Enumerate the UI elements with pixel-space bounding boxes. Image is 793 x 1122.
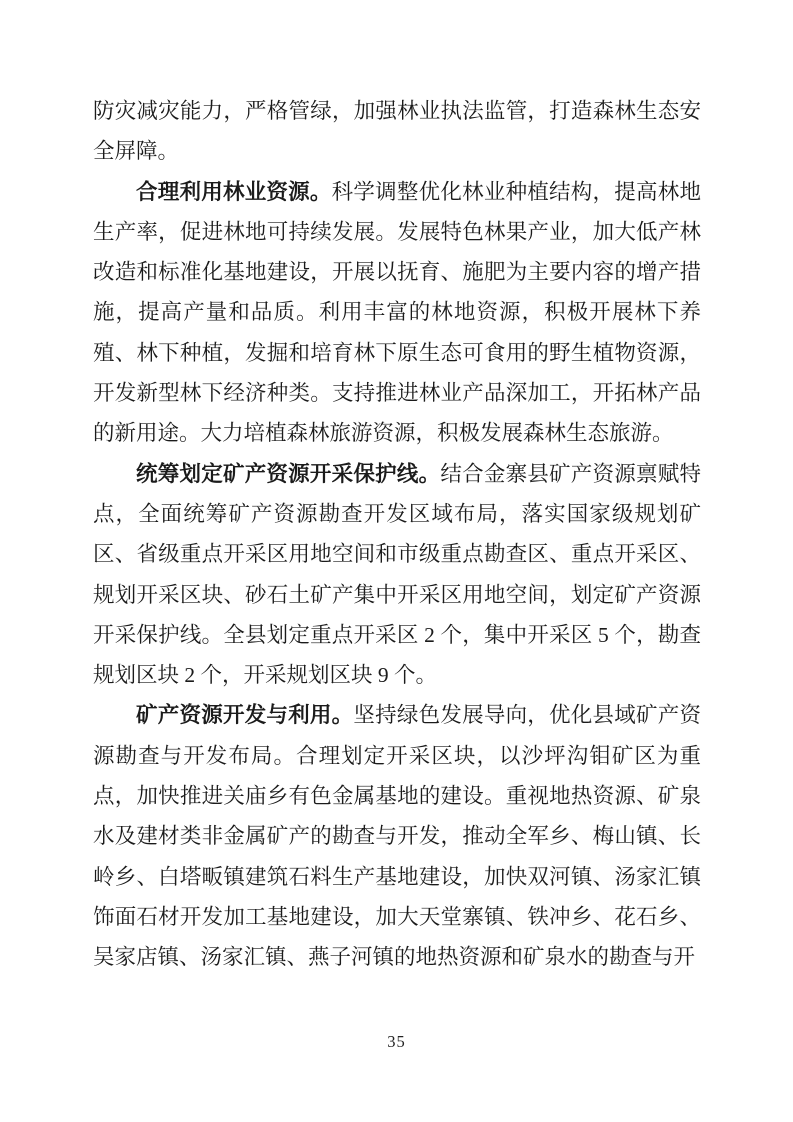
paragraph-lead: 合理利用林业资源。 (136, 179, 332, 204)
paragraph-lead: 矿产资源开发与利用。 (136, 703, 354, 728)
paragraph-lead: 统筹划定矿产资源开采保护线。 (136, 461, 441, 486)
paragraph (93, 172, 701, 454)
paragraph-text: 科学调整优化林业种植结构，提高林地生产率，促进林地可持续发展。发展特色林果产业，加大低产林改造和标准化基地建设，开展以抚育、施肥为主要内容的增产措施，提高产量和品质。利用丰富的林地资源，积极开展林下养殖、林下种植，发掘和培育林下原生态可食用的野生植物资源，开发新型林下经济种类。支持推进林业产品深加工，开拓林产品的新用途。大力培植森林旅游资源，积极发展森林生态旅游。 (93, 179, 701, 446)
paragraph-text: 坚持绿色发展导向，优化县域矿产资源勘查与开发布局。合理划定开采区块，以沙坪沟钼矿区为重点，加快推进关庙乡有色金属基地的建设。重视地热资源、矿泉水及建材类非金属矿产的勘查与开发，推动全军乡、梅山镇、长岭乡、白塔畈镇建筑石料生产基地建设，加快双河镇、汤家汇镇饰面石材开发加工基地建设，加大天堂寨镇、铁冲乡、花石乡、吴家店镇、汤家汇镇、燕子河镇的地热资源和矿泉水的勘查与开 (93, 703, 701, 970)
paragraph (93, 91, 701, 172)
document-body (93, 91, 701, 978)
paragraph-text: 结合金寨县矿产资源禀赋特点，全面统筹矿产资源勘查开发区域布局，落实国家级规划矿区、省级重点开采区用地空间和市级重点勘查区、重点开采区、规划开采区块、砂石土矿产集中开采区用地空间，划定矿产资源开采保护线。全县划定重点开采区 2 个，集中开采区 5 个，勘查规划区块 2 个，开采规划区块 9 个。 (93, 461, 701, 688)
paragraph (93, 454, 701, 696)
paragraph (93, 695, 701, 977)
paragraph-text: 防灾减灾能力，严格管绿，加强林业执法监管，打造森林生态安全屏障。 (93, 99, 701, 164)
page-number: 35 (387, 1032, 406, 1051)
